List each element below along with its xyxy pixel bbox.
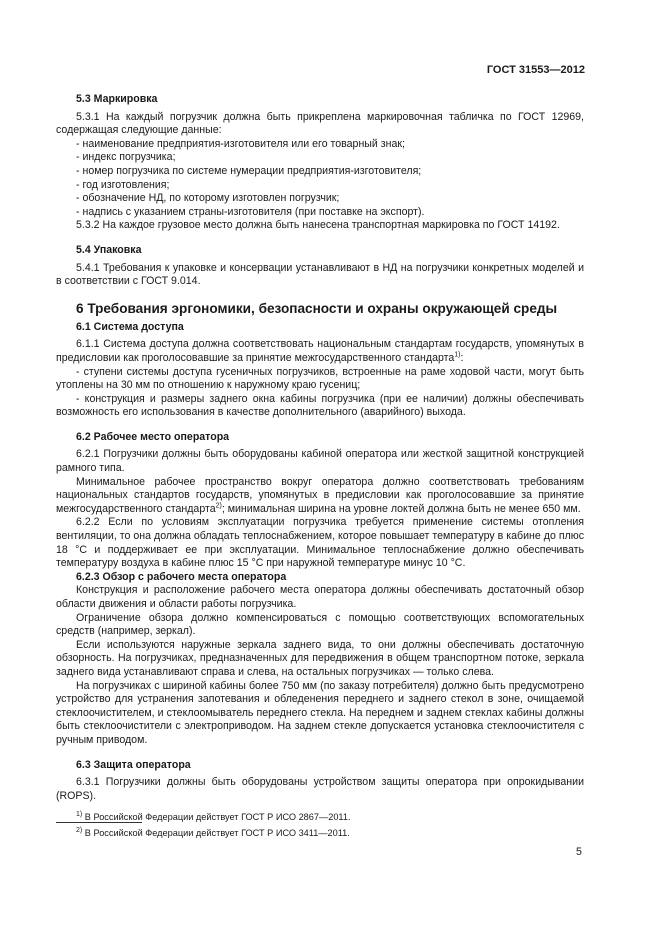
paragraph-6-2-2: 6.2.2 Если по условиям эксплуатации погрузчика требуется применение системы отопления вентиляции, то она должна обладать теплоснабжением, которое повышает температуру в кабине до плюс 18 °С и поддерживает ее при эксплуатации. Минимальное теплоснабжение должно обеспечивать температуру воздуха в кабине плюс 15 °С при наружной температуре минус 10 °С. xyxy=(56,516,584,570)
paragraph-workspace: Минимальное рабочее пространство вокруг оператора должно соответствовать требованиям национальных стандартов государств, упомянутых в предисловии как проголосовавшие за принятие межгосударственного стандарта$^{2)}$; минимальная ширина на уровне локтей должна быть не менее 650 мм. xyxy=(56,475,584,515)
paragraph-6-2-1: 6.2.1 Погрузчики должны быть оборудованы кабиной оператора или жесткой защитной конструкцией рамного типа. xyxy=(56,448,584,475)
list-item: - номер погрузчика по системе нумерации предприятия-изготовителя; xyxy=(76,164,422,177)
standard-header: ГОСТ 31553—2012 xyxy=(486,64,585,76)
list-item: - наименование предприятия-изготовителя или его товарный знак; xyxy=(76,137,405,150)
footnote-divider xyxy=(56,822,142,823)
footnote-ref-1: 1) xyxy=(454,351,461,359)
list-item: - индекс погрузчика; xyxy=(76,151,176,164)
list-item: - год изготовления; xyxy=(76,178,170,191)
paragraph-5-4-1: 5.4.1 Требования к упаковке и консервации устанавливают в НД на погрузчики конкретных моделей и в соответствии с ГОСТ 9.014. xyxy=(56,261,584,288)
section-6-title: 6 Требования эргономики, безопасности и охраны окружающей среды xyxy=(76,300,558,316)
list-item: - конструкция и размеры заднего окна кабины погрузчика (при ее наличии) должны обеспечивать возможность его использования в качестве дополнительного (аварийного) выхода. xyxy=(56,392,584,419)
paragraph-view-1: Конструкция и расположение рабочего места оператора должны обеспечивать достаточный обзор области движения и области работы погрузчика. xyxy=(56,584,584,610)
main-content xyxy=(56,93,584,803)
paragraph-mirrors: Если используются наружные зеркала заднего вида, то они должны обеспечивать достаточную обзорность. На погрузчиках, предназначенных для передвижения в общем транспортном потоке, зеркала заднего вида устанавливают справа и слева, на остальных погрузчиках — только слева. xyxy=(56,638,584,678)
paragraph-5-3-1: 5.3.1 На каждый погрузчик должна быть прикреплена маркировочная табличка по ГОСТ 12969, содержащая следующие данные: xyxy=(56,110,584,137)
footnote-1: $^{1)}$ В Российской Федерации действует ГОСТ Р ИСО 2867—2011. xyxy=(76,810,351,822)
footnote-2: $^{2)}$ В Российской Федерации действует ГОСТ Р ИСО 3411—2011. xyxy=(76,826,350,838)
section-6-2-title: 6.2 Рабочее место оператора xyxy=(76,430,230,443)
paragraph-glass: На погрузчиках с шириной кабины более 750 мм (по заказу потребителя) должно быть предусмотрено устройство для устранения запотевания и обледенения переднего и заднего стекол в зоне, очищаемой стеклоочистителем, и стеклоомыватель переднего стекла. На переднем и заднем стеклах кабины должны быть стеклоочистители с электроприводом. На заднем стекле допускается установка стеклоочистителя с ручным приводом. xyxy=(56,679,584,746)
paragraph-view-2: Ограничение обзора должно компенсироваться с помощью соответствующих вспомогательных средств (например, зеркал). xyxy=(56,611,584,638)
list-item: - надпись с указанием страны-изготовителя (при поставке на экспорт). xyxy=(76,205,425,218)
section-5-4-title: 5.4 Упаковка xyxy=(76,243,142,256)
section-6-1-title: 6.1 Система доступа xyxy=(76,320,184,333)
page-number: 5 xyxy=(576,846,582,858)
paragraph-6-1-1: 6.1.1 Система доступа должна соответствовать национальным стандартам государств, упомянутых в предисловии как проголосовавшие за принятие межгосударственного стандарта$^{1)}$: xyxy=(56,338,584,364)
footnote-ref-2: 2) xyxy=(215,502,222,510)
paragraph-6-3-1: 6.3.1 Погрузчики должны быть оборудованы устройством защиты оператора при опрокидывании (ROPS). xyxy=(56,776,584,802)
section-6-2-3-title: 6.2.3 Обзор с рабочего места оператора xyxy=(76,570,287,583)
section-5-3-title: 5.3 Маркировка xyxy=(76,93,158,105)
list-item: - ступени системы доступа гусеничных погрузчиков, встроенные на раме ходовой части, могут быть утоплены на 30 мм по отношению к наружному краю гусениц; xyxy=(56,365,584,392)
list-item: - обозначение НД, по которому изготовлен погрузчик; xyxy=(76,192,340,205)
section-6-3-title: 6.3 Защита оператора xyxy=(76,758,191,771)
paragraph-5-3-2: 5.3.2 На каждое грузовое место должна быть нанесена транспортная маркировка по ГОСТ 14192. xyxy=(76,219,560,232)
